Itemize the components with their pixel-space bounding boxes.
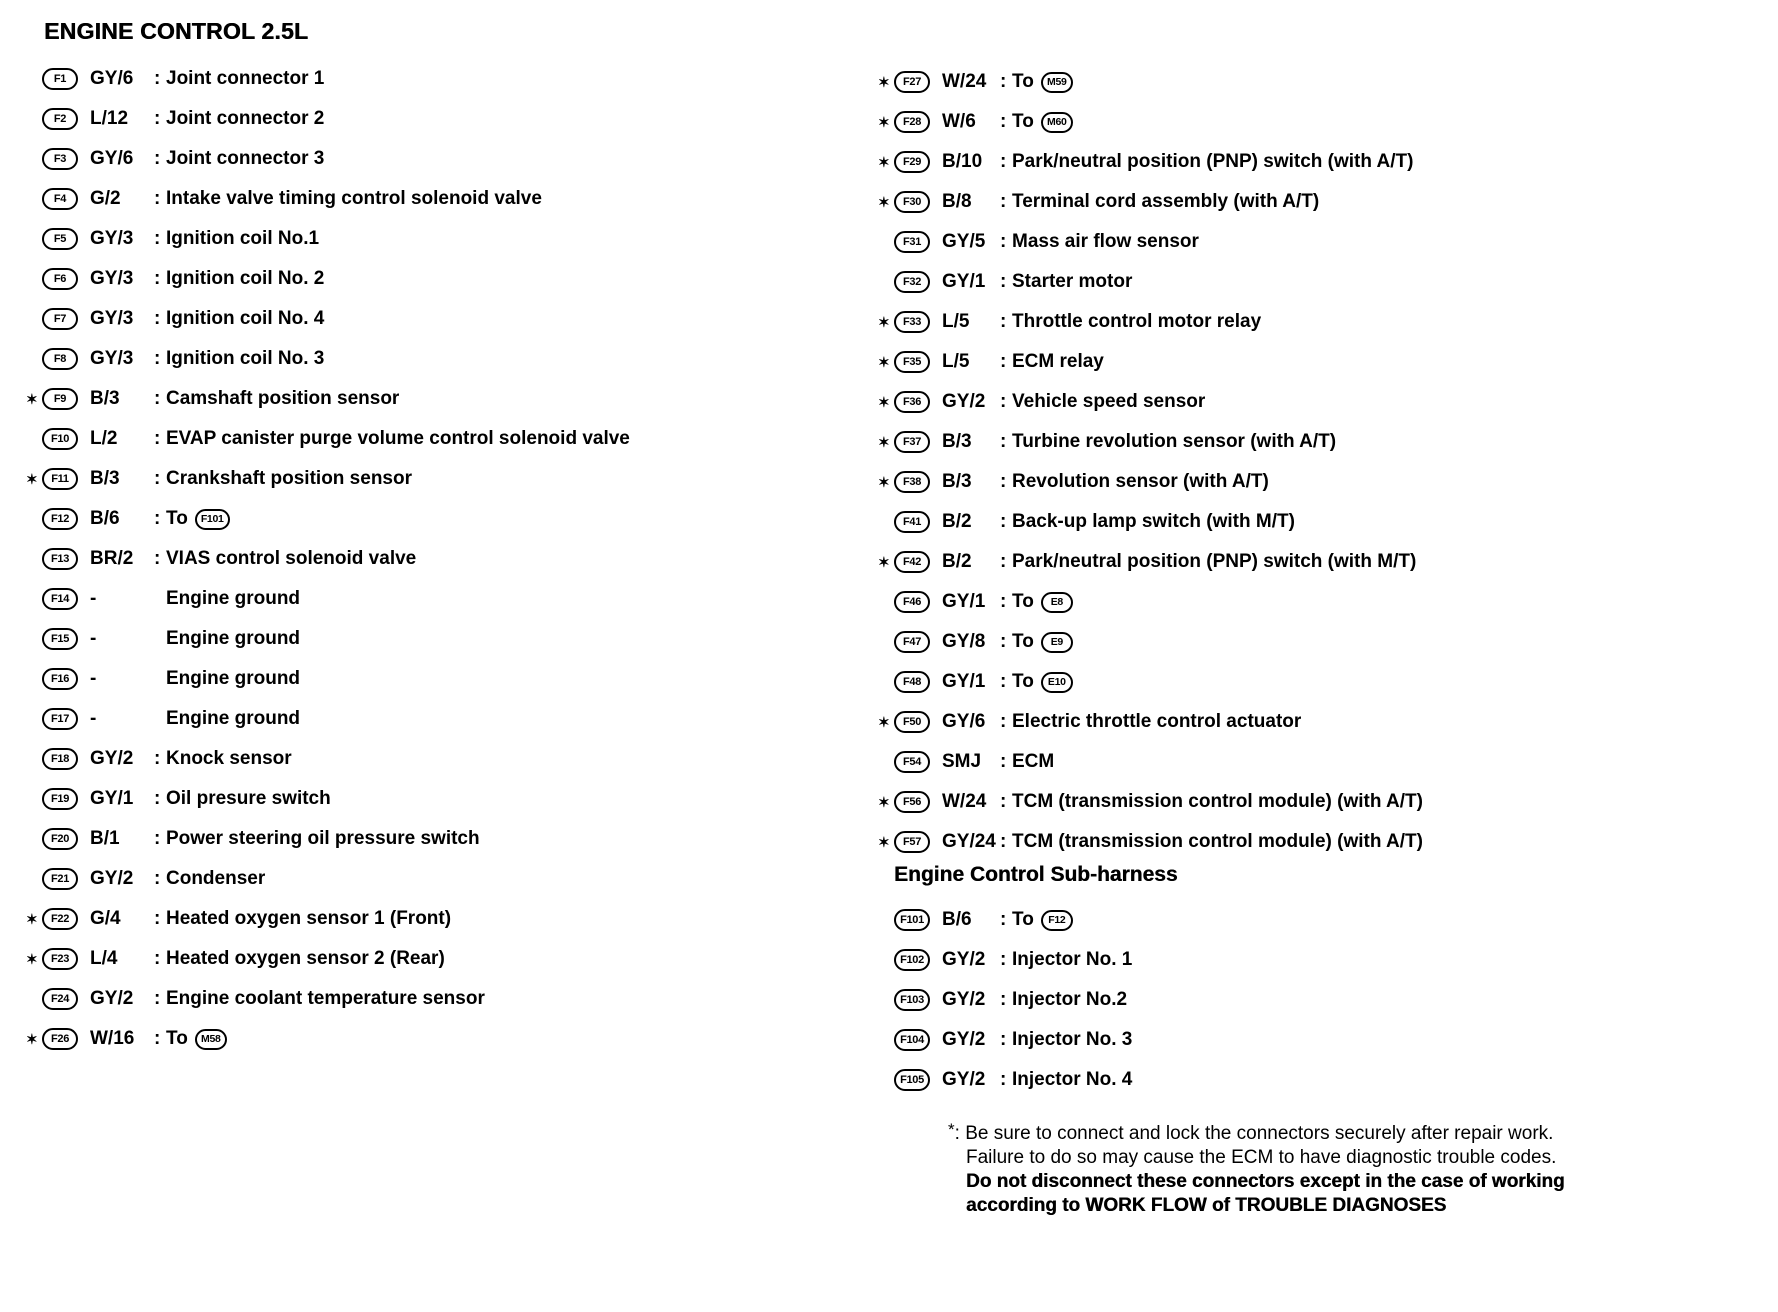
wire-code: B/2	[942, 551, 972, 572]
row-description: Injector No. 3	[1012, 1029, 1133, 1050]
asterisk-marker: ✶	[878, 194, 890, 210]
wire-code: GY/3	[90, 308, 134, 329]
connector-oval: F50	[894, 711, 930, 733]
row-description: Engine ground	[166, 708, 301, 729]
asterisk-marker: ✶	[26, 911, 38, 927]
connector-oval: F12	[42, 508, 78, 530]
ref-connector-oval: E10	[1041, 672, 1073, 693]
connector-oval: F24	[42, 988, 78, 1010]
wire-code: BR/2	[90, 548, 134, 569]
connector-row	[878, 342, 1423, 382]
row-description: Condenser	[166, 868, 266, 889]
row-separator: :	[154, 828, 161, 849]
connector-row	[26, 579, 630, 619]
row-description: Heated oxygen sensor 2 (Rear)	[166, 948, 445, 969]
connector-oval: F101	[894, 909, 930, 931]
row-description: Joint connector 3	[166, 148, 325, 169]
row-separator: :	[154, 268, 161, 289]
footnote-line	[948, 1122, 1648, 1146]
row-description: EVAP canister purge volume control solenoid valve	[166, 428, 630, 449]
connector-row	[878, 742, 1423, 782]
connector-oval: F104	[894, 1029, 930, 1051]
row-separator: :	[1000, 791, 1007, 812]
connector-oval: F42	[894, 551, 930, 573]
row-description: Ignition coil No. 2	[166, 268, 325, 289]
asterisk-marker: ✶	[878, 474, 890, 490]
connector-row	[878, 782, 1423, 822]
wire-code: B/3	[90, 388, 120, 409]
row-description: To F12	[1012, 909, 1073, 931]
connector-oval: F105	[894, 1069, 930, 1091]
connector-row	[878, 262, 1423, 302]
row-description: Crankshaft position sensor	[166, 468, 412, 489]
connector-row	[878, 302, 1423, 342]
connector-row	[26, 699, 630, 739]
row-description: To E9	[1012, 631, 1073, 653]
row-description: TCM (transmission control module) (with A/T)	[1012, 831, 1423, 852]
connector-row	[878, 1060, 1132, 1100]
connector-row	[26, 539, 630, 579]
wire-code: GY/6	[942, 711, 986, 732]
wire-code: G/2	[90, 188, 121, 209]
wire-code: W/6	[942, 111, 976, 132]
connector-oval: F22	[42, 908, 78, 930]
connector-oval: F36	[894, 391, 930, 413]
row-separator: :	[1000, 671, 1007, 692]
row-description: To E8	[1012, 591, 1073, 613]
connector-oval: F16	[42, 668, 78, 690]
ref-connector-oval: M58	[195, 1029, 227, 1050]
connector-oval: F14	[42, 588, 78, 610]
row-description: Park/neutral position (PNP) switch (with M/T)	[1012, 551, 1417, 572]
wire-code: L/12	[90, 108, 129, 129]
connector-oval: F6	[42, 268, 78, 290]
row-description: Mass air flow sensor	[1012, 231, 1199, 252]
row-separator: :	[154, 148, 161, 169]
connector-oval: F41	[894, 511, 930, 533]
connector-row	[878, 702, 1423, 742]
connector-row	[878, 940, 1132, 980]
connector-oval: F47	[894, 631, 930, 653]
wire-code: -	[90, 708, 97, 729]
row-description: TCM (transmission control module) (with A/T)	[1012, 791, 1423, 812]
connector-row	[878, 822, 1423, 862]
wire-code: B/8	[942, 191, 972, 212]
connector-row	[878, 980, 1132, 1020]
row-separator: :	[154, 428, 161, 449]
connector-oval: F54	[894, 751, 930, 773]
connector-row	[878, 662, 1423, 702]
row-separator: :	[154, 748, 161, 769]
row-description: Terminal cord assembly (with A/T)	[1012, 191, 1320, 212]
row-description: Injector No. 4	[1012, 1069, 1133, 1090]
wire-code: B/3	[90, 468, 120, 489]
connector-oval: F26	[42, 1028, 78, 1050]
row-separator: :	[1000, 711, 1007, 732]
wire-code: -	[90, 588, 97, 609]
connector-oval: F29	[894, 151, 930, 173]
row-description: Intake valve timing control solenoid valve	[166, 188, 542, 209]
wire-code: GY/2	[942, 949, 986, 970]
row-separator: :	[154, 908, 161, 929]
wire-code: GY/3	[90, 268, 134, 289]
row-description: Vehicle speed sensor	[1012, 391, 1206, 412]
connector-oval: F13	[42, 548, 78, 570]
connector-row	[26, 619, 630, 659]
wire-code: GY/2	[90, 988, 134, 1009]
connector-row	[878, 382, 1423, 422]
connector-row	[878, 142, 1423, 182]
connector-row	[878, 622, 1423, 662]
wire-code: L/5	[942, 351, 970, 372]
wire-code: GY/2	[90, 748, 134, 769]
row-description: To M59	[1012, 71, 1073, 93]
wire-code: W/16	[90, 1028, 135, 1049]
wire-code: GY/2	[942, 391, 986, 412]
asterisk-marker: ✶	[26, 951, 38, 967]
wire-code: GY/1	[942, 671, 986, 692]
row-description: To M58	[166, 1028, 227, 1050]
wire-code: L/4	[90, 948, 118, 969]
connector-row	[26, 859, 630, 899]
sub-harness-heading: Engine Control Sub-harness	[894, 863, 1178, 886]
row-description: Park/neutral position (PNP) switch (with A/T)	[1012, 151, 1414, 172]
wire-code: -	[90, 668, 97, 689]
wire-code: W/24	[942, 71, 987, 92]
asterisk-marker: ✶	[878, 74, 890, 90]
wire-code: GY/5	[942, 231, 986, 252]
connector-row	[26, 299, 630, 339]
connector-row	[878, 462, 1423, 502]
connector-oval: F56	[894, 791, 930, 813]
wire-code: B/6	[90, 508, 120, 529]
row-separator: :	[154, 948, 161, 969]
connector-oval: F11	[42, 468, 78, 490]
connector-oval: F19	[42, 788, 78, 810]
connector-oval: F46	[894, 591, 930, 613]
row-description: ECM	[1012, 751, 1055, 772]
row-description: To M60	[1012, 111, 1073, 133]
wire-code: B/2	[942, 511, 972, 532]
asterisk-marker: ✶	[878, 714, 890, 730]
row-description: To F101	[166, 508, 230, 530]
connector-row	[26, 99, 630, 139]
wire-code: B/6	[942, 909, 972, 930]
connector-oval: F23	[42, 948, 78, 970]
row-separator: :	[1000, 949, 1007, 970]
connector-row	[878, 182, 1423, 222]
connector-oval: F31	[894, 231, 930, 253]
row-separator: :	[1000, 511, 1007, 532]
connector-row	[878, 102, 1423, 142]
asterisk-marker: ✶	[878, 154, 890, 170]
wire-code: GY/1	[90, 788, 134, 809]
row-description: Revolution sensor (with A/T)	[1012, 471, 1269, 492]
connector-row	[26, 259, 630, 299]
row-separator: :	[154, 988, 161, 1009]
row-separator: :	[154, 1028, 161, 1049]
wire-code: L/2	[90, 428, 118, 449]
wire-code: GY/2	[942, 1029, 986, 1050]
row-description: Electric throttle control actuator	[1012, 711, 1302, 732]
connector-row	[26, 939, 630, 979]
connector-row	[26, 739, 630, 779]
wire-code: -	[90, 628, 97, 649]
connector-row	[878, 62, 1423, 102]
wire-code: B/3	[942, 471, 972, 492]
connector-oval: F35	[894, 351, 930, 373]
connector-row	[26, 339, 630, 379]
row-description: Engine ground	[166, 628, 301, 649]
connector-row	[878, 900, 1132, 940]
wire-code: G/4	[90, 908, 121, 929]
row-separator: :	[1000, 191, 1007, 212]
footnote	[948, 1122, 1648, 1218]
wire-code: GY/6	[90, 68, 134, 89]
row-separator: :	[1000, 551, 1007, 572]
row-description: Back-up lamp switch (with M/T)	[1012, 511, 1295, 532]
connector-row	[26, 59, 630, 99]
asterisk-marker: ✶	[26, 471, 38, 487]
connector-oval: F18	[42, 748, 78, 770]
connector-row	[26, 459, 630, 499]
asterisk-marker: ✶	[26, 1031, 38, 1047]
row-separator: :	[154, 508, 161, 529]
connector-row	[878, 542, 1423, 582]
ref-connector-oval: M60	[1041, 112, 1073, 133]
connector-row	[26, 139, 630, 179]
connector-oval: F5	[42, 228, 78, 250]
connector-oval: F32	[894, 271, 930, 293]
row-description: VIAS control solenoid valve	[166, 548, 417, 569]
ref-connector-oval: E8	[1041, 592, 1073, 613]
connector-oval: F103	[894, 989, 930, 1011]
connector-row	[26, 979, 630, 1019]
row-separator: :	[1000, 591, 1007, 612]
row-separator: :	[1000, 351, 1007, 372]
row-description: Camshaft position sensor	[166, 388, 400, 409]
row-description: Power steering oil pressure switch	[166, 828, 480, 849]
row-separator: :	[1000, 989, 1007, 1010]
connector-row	[878, 502, 1423, 542]
row-description: Throttle control motor relay	[1012, 311, 1262, 332]
row-description: Engine coolant temperature sensor	[166, 988, 485, 1009]
row-separator: :	[1000, 71, 1007, 92]
connector-row	[26, 179, 630, 219]
connector-oval: F37	[894, 431, 930, 453]
connector-oval: F4	[42, 188, 78, 210]
connector-oval: F48	[894, 671, 930, 693]
row-separator: :	[1000, 151, 1007, 172]
connector-row	[26, 779, 630, 819]
connector-oval: F10	[42, 428, 78, 450]
row-description: Ignition coil No. 4	[166, 308, 325, 329]
wire-code: GY/6	[90, 148, 134, 169]
connector-list-right	[878, 62, 1423, 862]
row-description: To E10	[1012, 671, 1073, 693]
row-separator: :	[154, 188, 161, 209]
connector-oval: F102	[894, 949, 930, 971]
asterisk-marker: ✶	[878, 314, 890, 330]
asterisk-marker: ✶	[878, 834, 890, 850]
connector-row	[26, 899, 630, 939]
connector-row	[878, 582, 1423, 622]
ref-connector-oval: E9	[1041, 632, 1073, 653]
row-separator: :	[154, 388, 161, 409]
row-description: Injector No. 1	[1012, 949, 1133, 970]
connector-row	[26, 1019, 630, 1059]
row-description: Knock sensor	[166, 748, 292, 769]
row-description: Turbine revolution sensor (with A/T)	[1012, 431, 1337, 452]
asterisk-marker: ✶	[878, 114, 890, 130]
page-title: ENGINE CONTROL 2.5L	[44, 18, 309, 44]
asterisk-marker: ✶	[878, 394, 890, 410]
row-description: Injector No.2	[1012, 989, 1128, 1010]
connector-row	[26, 419, 630, 459]
connector-oval: F21	[42, 868, 78, 890]
footnote-line: according to WORK FLOW of TROUBLE DIAGNOSES	[966, 1195, 1447, 1216]
connector-oval: F3	[42, 148, 78, 170]
wire-code: GY/1	[942, 591, 986, 612]
row-separator: :	[1000, 831, 1007, 852]
connector-row	[26, 379, 630, 419]
asterisk-marker: ✶	[878, 554, 890, 570]
connector-oval: F8	[42, 348, 78, 370]
connector-oval: F17	[42, 708, 78, 730]
row-separator: :	[154, 348, 161, 369]
wire-code: GY/2	[942, 989, 986, 1010]
connector-row	[26, 659, 630, 699]
connector-oval: F7	[42, 308, 78, 330]
wire-code: GY/2	[90, 868, 134, 889]
row-separator: :	[1000, 1069, 1007, 1090]
wire-code: L/5	[942, 311, 970, 332]
connector-list-left	[26, 59, 630, 1059]
row-separator: :	[1000, 471, 1007, 492]
connector-oval: F38	[894, 471, 930, 493]
wire-code: B/3	[942, 431, 972, 452]
row-separator: :	[1000, 431, 1007, 452]
connector-row	[878, 1020, 1132, 1060]
row-description: Ignition coil No.1	[166, 228, 320, 249]
row-separator: :	[154, 228, 161, 249]
row-description: Oil presure switch	[166, 788, 331, 809]
wire-code: GY/3	[90, 348, 134, 369]
row-description: Heated oxygen sensor 1 (Front)	[166, 908, 452, 929]
asterisk-marker: ✶	[26, 391, 38, 407]
row-separator: :	[1000, 1029, 1007, 1050]
ref-connector-oval: M59	[1041, 72, 1073, 93]
footnote-line: Failure to do so may cause the ECM to have diagnostic trouble codes.	[966, 1147, 1557, 1168]
row-description: Engine ground	[166, 668, 301, 689]
footnote-line: Do not disconnect these connectors except in the case of working	[966, 1171, 1565, 1192]
wire-code: W/24	[942, 791, 987, 812]
connector-oval: F27	[894, 71, 930, 93]
footnote-colon: :	[954, 1123, 966, 1144]
connector-oval: F33	[894, 311, 930, 333]
row-description: Joint connector 1	[166, 68, 325, 89]
row-separator: :	[1000, 909, 1007, 930]
wire-code: SMJ	[942, 751, 982, 772]
row-separator: :	[154, 108, 161, 129]
asterisk-marker: ✶	[878, 354, 890, 370]
connector-oval: F28	[894, 111, 930, 133]
connector-row	[26, 819, 630, 859]
connector-oval: F30	[894, 191, 930, 213]
connector-list-sub-harness	[878, 900, 1132, 1100]
row-separator: :	[154, 548, 161, 569]
wire-code: GY/24	[942, 831, 996, 852]
row-description: Joint connector 2	[166, 108, 325, 129]
row-separator: :	[154, 308, 161, 329]
ref-connector-oval: F101	[195, 509, 230, 530]
row-separator: :	[1000, 311, 1007, 332]
wire-code: GY/2	[942, 1069, 986, 1090]
footnote-text: Be sure to connect and lock the connectors securely after repair work.	[965, 1123, 1554, 1144]
ref-connector-oval: F12	[1041, 910, 1073, 931]
wire-code: B/10	[942, 151, 983, 172]
row-separator: :	[1000, 111, 1007, 132]
row-description: Ignition coil No. 3	[166, 348, 325, 369]
wire-code: GY/8	[942, 631, 986, 652]
row-separator: :	[154, 788, 161, 809]
row-separator: :	[1000, 751, 1007, 772]
connector-oval: F9	[42, 388, 78, 410]
row-separator: :	[1000, 231, 1007, 252]
footnote-asterisk: *	[948, 1120, 955, 1139]
connector-oval: F20	[42, 828, 78, 850]
wire-code: GY/3	[90, 228, 134, 249]
row-separator: :	[154, 868, 161, 889]
row-separator: :	[1000, 391, 1007, 412]
connector-row	[26, 499, 630, 539]
wire-code: B/1	[90, 828, 120, 849]
connector-oval: F57	[894, 831, 930, 853]
row-description: ECM relay	[1012, 351, 1104, 372]
connector-row	[878, 422, 1423, 462]
connector-oval: F2	[42, 108, 78, 130]
asterisk-marker: ✶	[878, 434, 890, 450]
connector-row	[878, 222, 1423, 262]
row-description: Engine ground	[166, 588, 301, 609]
row-separator: :	[154, 468, 161, 489]
wire-code: GY/1	[942, 271, 986, 292]
row-separator: :	[154, 68, 161, 89]
asterisk-marker: ✶	[878, 794, 890, 810]
row-description: Starter motor	[1012, 271, 1133, 292]
connector-oval: F1	[42, 68, 78, 90]
connector-row	[26, 219, 630, 259]
row-separator: :	[1000, 271, 1007, 292]
connector-oval: F15	[42, 628, 78, 650]
row-separator: :	[1000, 631, 1007, 652]
